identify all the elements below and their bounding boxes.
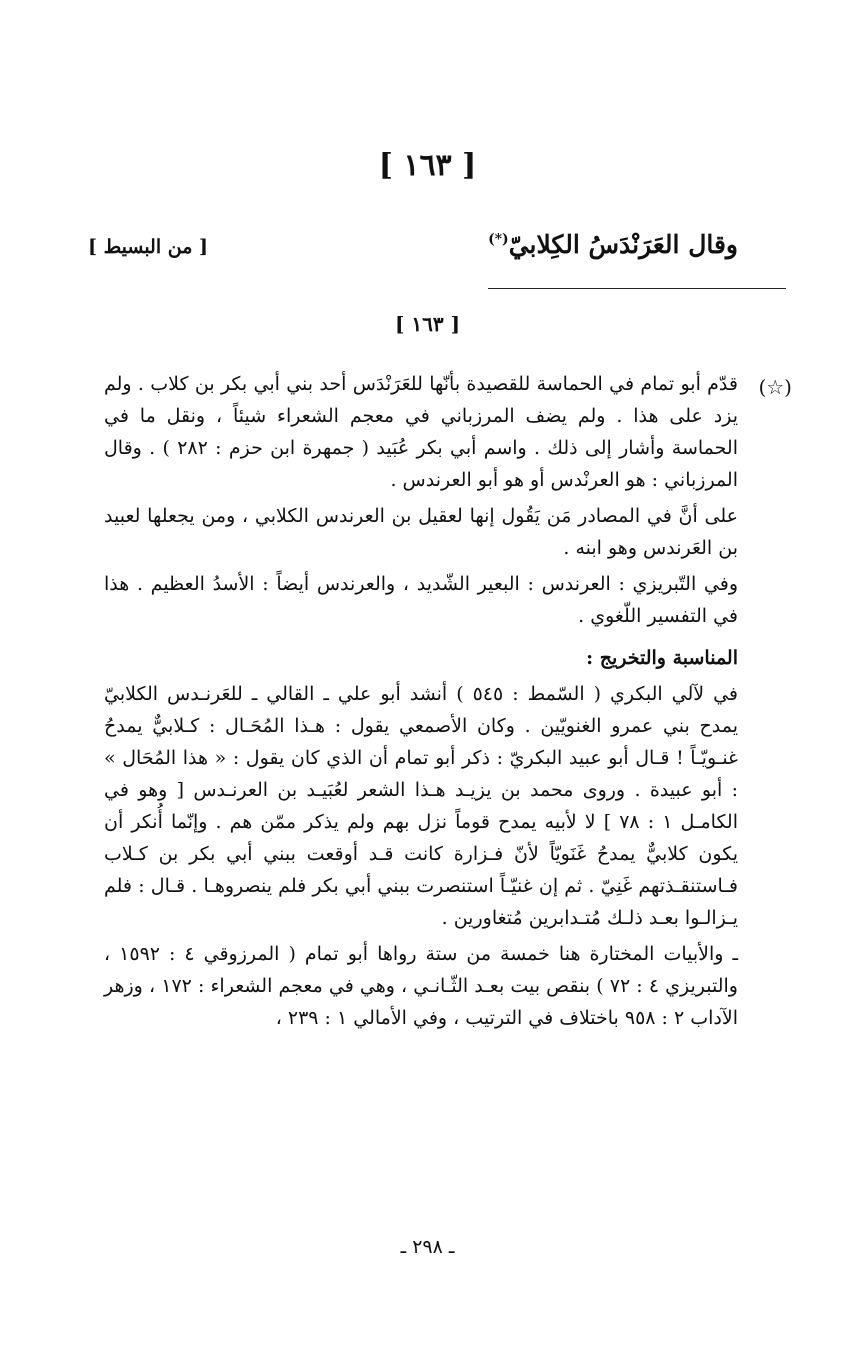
poem-heading xyxy=(88,230,738,274)
poet-title xyxy=(488,230,738,259)
footnote-marker: (☆) xyxy=(758,375,792,399)
section-paragraph-1: في لآلي البكري ( السّمط : ٥٤٥ ) أنشد أبو علي ـ القالي ـ للعَرنـدس الكلابيّ يمدح بني عمرو الغنويّين . وكان الأصمعي يقول : هـذا المُحَـال : كـلابيٌّ يمدحُ غنـويّـاً ! قـال أبو عبيد البكريّ : ذكر أبو تمام أن الذي كان يقول : « هذا المُحَال » : أبو عبيدة . وروى محمد بن يزيـد هـذا الشعر لعُبَيـد بن العرنـدس [ وهو في الكامـل ١ : ٧٨ ] لا لأبيه يمدح قوماً نزل بهم ولم يذكر ممّن هم . وإنّما أُنكر أن يكون كلابيٌّ يمدحُ غَنَويّاً لأنّ فـزارة كانت قـد أوقعت ببني أبي بكر بن كـلاب فـاستنقـذتهم غَنِيّ . ثم إن غنيّـاً استنصرت ببني أبي بكر فلم ينصروهـا . قـال : فلم يـزالـوا بعـد ذلـك مُتـدابرين مُتغاورين . xyxy=(104,683,739,929)
section-heading: المناسبة والتخريج : xyxy=(586,647,738,669)
note-paragraph-2: على أنَّ في المصادر مَن يَقُول إنها لعقيل بن العرندس الكلابي ، ومن يجعلها لعبيد بن العَرندس وهو ابنه . xyxy=(104,505,738,559)
footnote-body xyxy=(104,368,738,1038)
note-number: [ ١٦٣ ] xyxy=(394,312,461,336)
page-number: ـ ٢٩٨ ـ xyxy=(400,1236,455,1258)
note-paragraph-3: وفي التّبريزي : العرندس : البعير الشّديد ، والعرندس أيضاً : الأسدُ العظيم . هذا في التفسير اللّغوي . xyxy=(104,573,738,627)
poetic-meter: [ من البسيط ] xyxy=(88,236,208,258)
poem-number: [ ١٦٣ ] xyxy=(378,148,477,183)
poet-title-text: وقال العَرَنْدَسُ الكِلابيّ xyxy=(508,230,738,259)
note-paragraph-1: قدّم أبو تمام في الحماسة للقصيدة بأنّها للعَرَنْدَس أحد بني أبي بكر بن كلاب . ولم يزد على هذا . ولم يضف المرزباني في معجم الشعراء شيئاً ، ونقل ما في الحماسة وأشار إلى ذلك . واسم أبي بكر عُبَيد ( جمهرة ابن حزم : ٢٨٢ ) . وقال المرزباني : هو العرنْدس أو هو أبو العرندس . xyxy=(104,373,738,491)
footnote-divider xyxy=(488,288,786,289)
section-paragraph-2: ـ والأبيات المختارة هنا خمسة من ستة رواها أبو تمام ( المرزوقي ٤ : ١٥٩٢ ، والتبريزي ٤ : ٧٢ ) بنقص بيت بعـد الثّـانـي ، وهي في معجم الشعراء : ١٧٢ ، وزهر الآداب ٢ : ٩٥٨ باختلاف في الترتيب ، وفي الأمالي ١ : ٢٣٩ ، xyxy=(104,943,739,1029)
footnote-reference: (*) xyxy=(488,231,509,248)
